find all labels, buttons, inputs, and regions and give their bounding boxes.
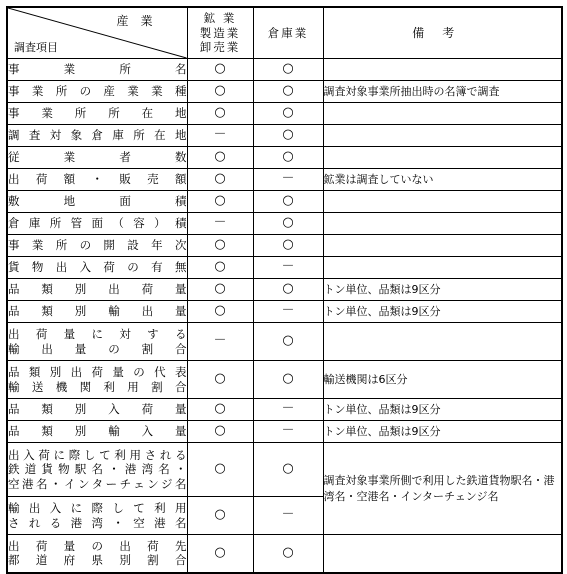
table-row [7, 421, 562, 443]
note-cell: トン単位、品類は9区分 [323, 421, 562, 443]
note-cell [323, 535, 562, 573]
mark-cell: ○ [253, 279, 323, 301]
survey-items-table [6, 6, 563, 574]
note-cell: トン単位、品類は9区分 [323, 399, 562, 421]
mark-cell: ○ [187, 535, 253, 573]
col1-line: 製造業 [199, 25, 241, 40]
note-cell [323, 323, 562, 361]
item-cell: 品類別輸出量 [7, 301, 187, 323]
item-cell: 事業所の開設年次 [7, 235, 187, 257]
table-row [7, 443, 562, 497]
item-cell: 敷地面積 [7, 191, 187, 213]
mark-cell: － [187, 213, 253, 235]
table-row [7, 323, 562, 361]
mark-cell: ○ [187, 399, 253, 421]
item-cell: 品類別出荷量の代表 輸送機関利用割合 [7, 361, 187, 399]
mark-cell: － [253, 301, 323, 323]
mark-cell: ○ [187, 103, 253, 125]
note-cell [323, 257, 562, 279]
mark-cell: ○ [187, 235, 253, 257]
mark-cell: ○ [187, 81, 253, 103]
item-cell: 出荷量に対する 輸出量の割合 [7, 323, 187, 361]
table-row [7, 81, 562, 103]
mark-cell: ○ [253, 147, 323, 169]
mark-cell: ○ [253, 443, 323, 497]
note-cell: 調査対象事業所抽出時の名簿で調査 [323, 81, 562, 103]
item-cell: 調査対象倉庫所在地 [7, 125, 187, 147]
col-warehouse [253, 7, 323, 59]
mark-cell: － [187, 125, 253, 147]
table-row [7, 103, 562, 125]
mark-cell: － [253, 169, 323, 191]
mark-cell: ○ [187, 443, 253, 497]
mark-cell: ○ [253, 213, 323, 235]
note-cell [323, 59, 562, 81]
corner-item-label: 調査項目 [14, 41, 58, 55]
note-cell [323, 103, 562, 125]
header-row [7, 7, 562, 59]
mark-cell: ○ [187, 147, 253, 169]
table-row [7, 59, 562, 81]
note-cell [323, 213, 562, 235]
table-row [7, 125, 562, 147]
mark-cell: ○ [187, 257, 253, 279]
item-cell: 品類別輸入量 [7, 421, 187, 443]
item-cell: 事業所名 [7, 59, 187, 81]
table-row [7, 301, 562, 323]
table-row [7, 361, 562, 399]
mark-cell: － [253, 421, 323, 443]
note-cell: トン単位、品類は9区分 [323, 279, 562, 301]
item-cell: 出荷量の出荷先 都道府県別割合 [7, 535, 187, 573]
table-row [7, 279, 562, 301]
mark-cell: ○ [187, 279, 253, 301]
corner-industry-label: 産業 [116, 14, 165, 28]
mark-cell: － [253, 399, 323, 421]
col-mining-manufacturing-wholesale [187, 7, 253, 59]
mark-cell: ○ [253, 235, 323, 257]
mark-cell: ○ [187, 361, 253, 399]
mark-cell: － [187, 323, 253, 361]
mark-cell: ○ [187, 169, 253, 191]
mark-cell: ○ [187, 421, 253, 443]
note-cell [323, 191, 562, 213]
item-cell: 貨物出入荷の有無 [7, 257, 187, 279]
remarks-label: 備考 [412, 25, 473, 40]
merged-note-cell: 調査対象事業所側で利用した鉄道貨物駅名・港湾名・空港名・インターチェンジ名 [323, 443, 562, 535]
mark-cell: ○ [187, 191, 253, 213]
col2-label: 倉庫業 [267, 25, 309, 40]
mark-cell: ○ [253, 535, 323, 573]
col1-line: 鉱 業 [203, 11, 237, 26]
table-row [7, 169, 562, 191]
corner-header [7, 7, 187, 59]
note-cell [323, 235, 562, 257]
note-cell: 鉱業は調査していない [323, 169, 562, 191]
table-row [7, 191, 562, 213]
item-cell: 出荷額・販売額 [7, 169, 187, 191]
mark-cell: ○ [253, 81, 323, 103]
table-row [7, 257, 562, 279]
item-cell: 輸出入に際して利用 される港湾・空港名 [7, 497, 187, 535]
mark-cell: ○ [253, 125, 323, 147]
table-row [7, 235, 562, 257]
mark-cell: ○ [253, 103, 323, 125]
table-row [7, 399, 562, 421]
item-cell: 倉庫所管面（容）積 [7, 213, 187, 235]
item-cell: 品類別出荷量 [7, 279, 187, 301]
mark-cell: ○ [253, 361, 323, 399]
col-remarks [323, 7, 562, 59]
mark-cell: － [253, 257, 323, 279]
note-cell [323, 125, 562, 147]
mark-cell: ○ [187, 497, 253, 535]
item-cell: 品類別入荷量 [7, 399, 187, 421]
note-cell [323, 147, 562, 169]
table-row [7, 147, 562, 169]
note-cell: トン単位、品類は9区分 [323, 301, 562, 323]
mark-cell: ○ [187, 301, 253, 323]
item-cell: 出入荷に際して利用される 鉄道貨物駅名・港湾名・ 空港名・インターチェンジ名 [7, 443, 187, 497]
mark-cell: － [253, 497, 323, 535]
col1-line: 卸売業 [199, 40, 241, 55]
item-cell: 事業所の産業業種 [7, 81, 187, 103]
item-cell: 従業者数 [7, 147, 187, 169]
table-row [7, 535, 562, 573]
mark-cell: ○ [253, 191, 323, 213]
table-row [7, 213, 562, 235]
item-cell: 事業所所在地 [7, 103, 187, 125]
note-cell: 輸送機関は6区分 [323, 361, 562, 399]
mark-cell: ○ [253, 323, 323, 361]
mark-cell: ○ [253, 59, 323, 81]
mark-cell: ○ [187, 59, 253, 81]
